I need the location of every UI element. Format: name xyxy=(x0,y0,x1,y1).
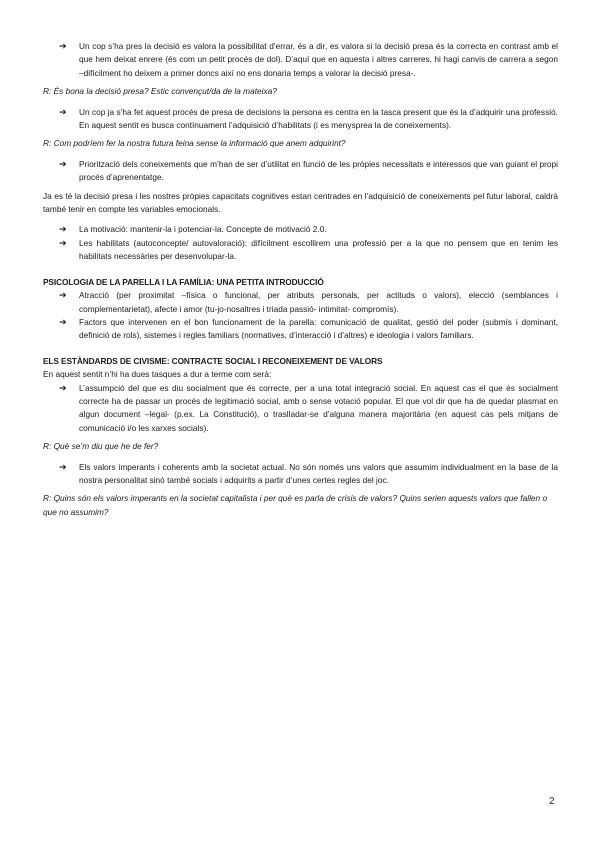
reflection-question: R: Com podríem fer la nostra futura feina sense la informació que anem adquirint? xyxy=(43,138,346,149)
bullet-item xyxy=(43,106,558,133)
bullet-item xyxy=(43,237,558,264)
arrow-bullet-icon: ➔ xyxy=(59,316,67,327)
bullet-text: Priorització dels coneixements que m’han de ser d’utilitat en funció de les pròpies necessitats e interessos que van guiant el propi procés d’aprenentatge. xyxy=(79,158,558,183)
arrow-bullet-icon: ➔ xyxy=(59,106,67,117)
arrow-bullet-icon: ➔ xyxy=(59,382,67,393)
document-page xyxy=(43,40,558,519)
bullet-item xyxy=(43,223,558,236)
arrow-bullet-icon: ➔ xyxy=(59,237,67,248)
page-number: 2 xyxy=(549,796,555,807)
bullet-text: Factors que intervenen en el bon funcionament de la parella: comunicació de qualitat, gestió del poder (submís i dominant, definició de rols), sistemes i regles familiars (normatives, d’interacció i d’altres) e ideologia i valors familiars. xyxy=(79,316,558,341)
arrow-bullet-icon: ➔ xyxy=(59,41,67,51)
bullet-text: Les habilitats (autoconcepte/ autovaloració): difícilment escollirem una professió per a la que no pensem que en tenim les habilitats necessàries per desenvolupar-la. xyxy=(79,237,558,262)
bullet-item xyxy=(43,40,558,80)
bullet-item xyxy=(43,316,558,343)
bullet-text: Un cop ja s’ha fet aquest procés de presa de decisions la persona es centra en la tasca present que és la d’adquirir una professió. En aquest sentit es busca contínuament l’adquisició d’habilitats (i es menysprea la de coneixements). xyxy=(79,106,558,131)
bullet-text: Els valors imperants i coherents amb la societat actual. No són només uns valors que assumim individualment en la base de la nostra personalitat sinó també socials i adquirits a partir d’unes certes regles del joc. xyxy=(79,461,558,485)
bullet-text: Un cop s’ha pres la decisió es valora la possibilitat d’errar, és a dir, es valora si la decisió presa és la correcta en contrast amb el que hem deixat enrere (és com un petit procés de dol). D’aquí que en aquesta i altres carreres, hi hagi canvis de carrera a segon –difícilment ho deixem a primer doncs així no ens donaria temps a valorar la decisió presa-. xyxy=(79,41,558,78)
bullet-item xyxy=(43,461,558,488)
arrow-bullet-icon: ➔ xyxy=(59,224,67,235)
bullet-text: L’assumpció del que es diu socialment que és correcte, per a una total integració social. En aquest cas el que és socialment correcte ha de passar un procés de legitimació social, amb o sense votació popular. El que vol dir que ha de quedar plasmat en algun document –legal- (p.ex. La Constitució), o traslladar-se d’alguna manera majoritària (en aquest cas pels mitjans de comunicació i/o les xarxes socials). xyxy=(79,382,558,433)
section-heading: PSICOLOGIA DE LA PARELLA I LA FAMÍLIA: UNA PETITA INTRODUCCIÓ xyxy=(43,276,324,287)
paragraph: Ja es té la decisió presa i les nostres pròpies capacitats cognitives estan centrades en l’adquisició de coneixements pel futur laboral, caldrà també tenir en compte les variables emocionals. xyxy=(43,190,558,215)
section-heading: ELS ESTÀNDARDS DE CIVISME: CONTRACTE SOCIAL I RECONEIXEMENT DE VALORS xyxy=(43,355,383,366)
arrow-bullet-icon: ➔ xyxy=(59,461,67,472)
bullet-text: La motivació: mantenir-la i potenciar-la. Concepte de motivació 2.0. xyxy=(79,224,327,235)
reflection-question: R: Quins són els valors imperants en la societat capitalista i per què es parla de crisis de valors? Quins serien aquests valors que fallen o que no assumim? xyxy=(43,493,548,517)
bullet-text: Atracció (per proximitat –física o funcional, per atributs personals, per actituds o valors), elecció (semblances i complementarietat), afecte i amor (tu-jo-nosaltres i triada passió- intimitat- compromís). xyxy=(79,290,558,314)
arrow-bullet-icon: ➔ xyxy=(59,290,67,301)
reflection-question: R: És bona la decisió presa? Estic convençut/da de la mateixa? xyxy=(43,86,277,97)
paragraph: En aquest sentit n’hi ha dues tasques a dur a terme com serà: xyxy=(43,369,272,380)
reflection-question: R: Què se’m diu que he de fer? xyxy=(43,441,159,452)
bullet-item xyxy=(43,382,558,436)
bullet-item xyxy=(43,289,558,316)
bullet-item xyxy=(43,158,558,185)
arrow-bullet-icon: ➔ xyxy=(59,158,67,169)
